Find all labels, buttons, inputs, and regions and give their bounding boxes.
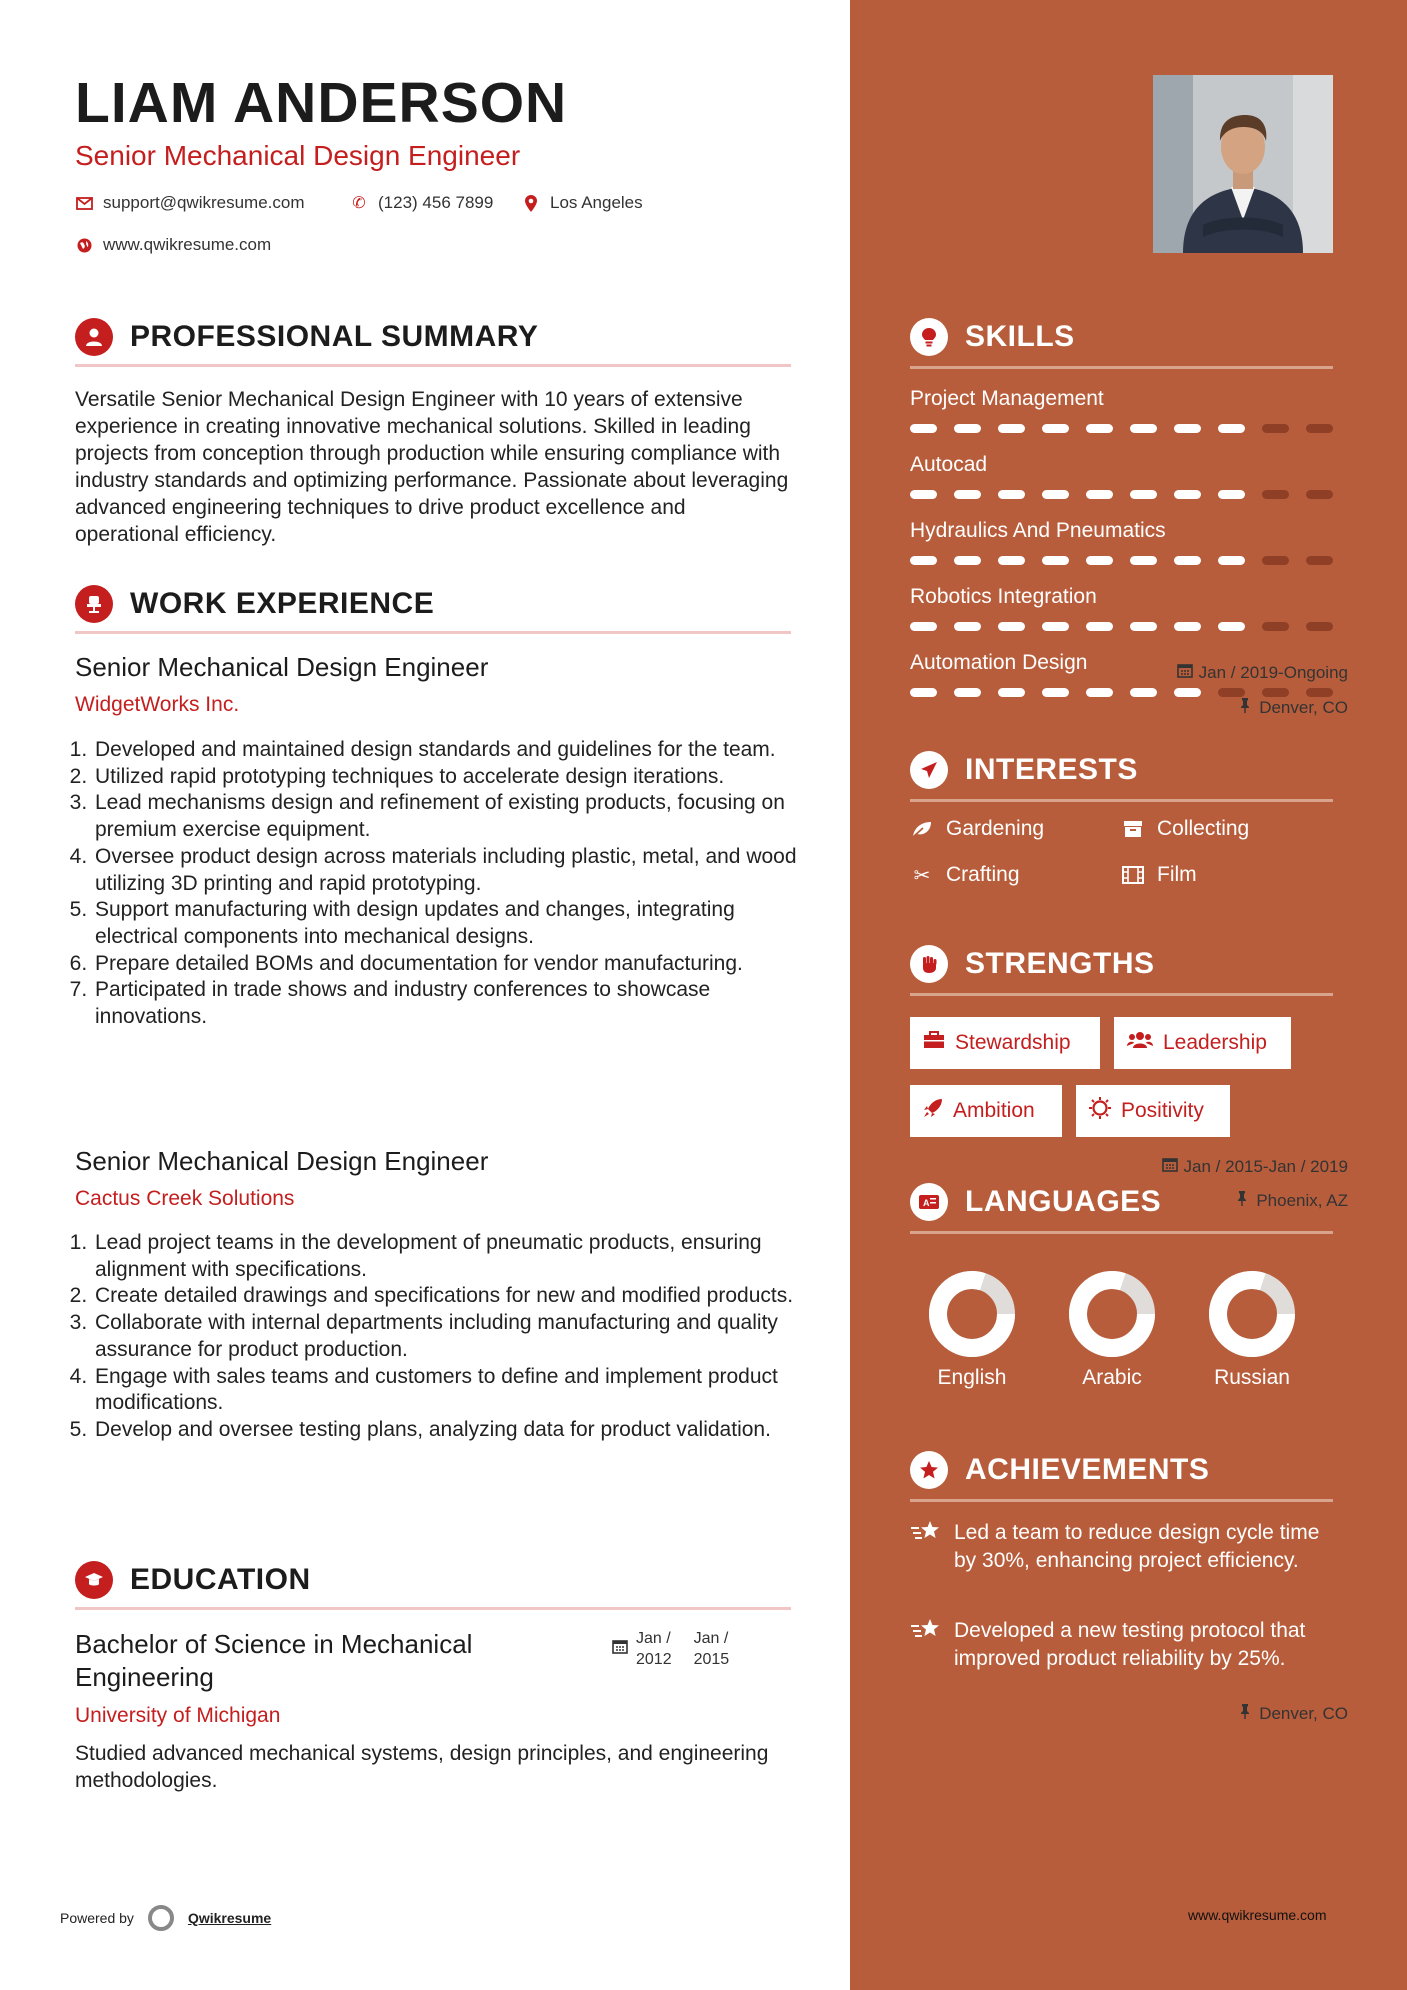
experience-heading-text: WORK EXPERIENCE	[130, 587, 435, 620]
achievements-heading	[910, 1451, 1333, 1502]
star-badge-icon	[910, 1451, 948, 1489]
list-item: 3. Collaborate with internal departments including manufacturing and quality assurance for product production.	[93, 1310, 818, 1363]
language-name: Russian	[1214, 1366, 1290, 1389]
education-start: Jan / 2012	[636, 1630, 672, 1668]
skill-dot	[910, 424, 937, 433]
skill-dot	[1262, 490, 1289, 499]
skill-dot	[1130, 556, 1157, 565]
interest-item: ✂ Crafting	[910, 863, 1020, 887]
skill-dot	[1306, 622, 1333, 631]
company-name: Cactus Creek Solutions	[75, 1187, 295, 1210]
skill-dot	[954, 622, 981, 631]
contact-location	[522, 193, 643, 213]
globe-icon	[75, 236, 93, 254]
skills-heading	[910, 318, 1333, 369]
skill-dot	[1042, 424, 1069, 433]
degree-title: Bachelor of Science in Mechanical Engineering	[75, 1629, 473, 1692]
skill-dot	[1086, 688, 1113, 697]
skill-dot	[1306, 556, 1333, 565]
svg-text:A: A	[923, 1198, 930, 1208]
map-marker-icon	[522, 194, 540, 212]
achievement-item: Led a team to reduce design cycle time by 30%, enhancing project efficiency.	[910, 1519, 1330, 1575]
job-dates: Jan / 2015-Jan / 2019	[1162, 1156, 1348, 1177]
candidate-name: LIAM ANDERSON	[75, 71, 568, 135]
education-heading-text: EDUCATION	[130, 1563, 311, 1596]
skill-dot	[910, 622, 937, 631]
graduation-icon	[75, 1561, 113, 1599]
phone-text: (123) 456 7899	[378, 193, 494, 212]
skill-dot	[998, 556, 1025, 565]
achievements-heading-text: ACHIEVEMENTS	[965, 1453, 1210, 1486]
paper-plane-icon	[910, 751, 948, 789]
interests-heading-text: INTERESTS	[965, 753, 1138, 786]
job-location: Denver, CO	[1237, 697, 1348, 718]
list-item: 4. Engage with sales teams and customers to define and implement product modifications.	[93, 1364, 818, 1417]
strengths-heading-text: STRENGTHS	[965, 947, 1155, 980]
skill-dot	[954, 490, 981, 499]
skill-dot	[954, 424, 981, 433]
skill-dot	[1262, 622, 1289, 631]
skill-level-bar	[910, 424, 1333, 433]
skill-dot	[1306, 490, 1333, 499]
strengths-heading	[910, 945, 1333, 996]
envelope-icon	[75, 194, 93, 212]
skill-dot	[954, 688, 981, 697]
summary-text: Versatile Senior Mechanical Design Engineer with 10 years of extensive experience in creating innovative mechanical solutions. Skilled in leading projects from conception through production while ensuring compliance with industry standards and optimizing performance. Passionate about leveraging advanced engineering techniques to drive product excellence and operational efficiency.	[75, 388, 789, 546]
location-text: Los Angeles	[550, 193, 643, 212]
skill-dot	[1042, 688, 1069, 697]
archive-icon	[1121, 818, 1145, 840]
education-end: Jan / 2015	[693, 1630, 730, 1668]
users-icon	[1127, 1031, 1153, 1055]
skill-dot	[954, 556, 981, 565]
skill-dot	[1086, 490, 1113, 499]
skill-dot	[1218, 556, 1245, 565]
translate-icon	[910, 1183, 948, 1221]
list-item: 4. Oversee product design across materials including plastic, metal, and wood utilizing 3D printing and rapid prototyping.	[93, 844, 818, 897]
skill-dot	[998, 490, 1025, 499]
language-ring	[1062, 1264, 1162, 1364]
skill-dot	[1130, 622, 1157, 631]
qwikresume-logo-icon	[148, 1905, 174, 1931]
lightbulb-icon	[910, 318, 948, 356]
skill-dot	[998, 424, 1025, 433]
fist-icon	[910, 945, 948, 983]
skill-dot	[1174, 622, 1201, 631]
scissors-icon: ✂	[913, 864, 931, 887]
interest-item: Gardening	[910, 817, 1044, 841]
user-icon	[75, 318, 113, 356]
list-item: 1. Developed and maintained design standards and guidelines for the team.	[93, 737, 818, 764]
contact-phone[interactable]	[350, 193, 493, 213]
language-name: English	[937, 1366, 1007, 1389]
languages-heading-text: LANGUAGES	[965, 1185, 1162, 1218]
brand-link[interactable]: Qwikresume	[187, 1910, 272, 1926]
languages-heading	[910, 1183, 1333, 1234]
list-item: 1. Lead project teams in the development of pneumatic products, ensuring alignment with specifications.	[93, 1230, 818, 1283]
skill-name: Autocad	[910, 453, 988, 476]
job-dates: Jan / 2019-Ongoing	[1177, 662, 1348, 683]
language-ring	[922, 1264, 1022, 1364]
education-location: Denver, CO	[1237, 1703, 1348, 1724]
skill-dot	[910, 490, 937, 499]
briefcase-icon	[923, 1031, 945, 1055]
calendar-icon	[1162, 1156, 1178, 1177]
contact-email[interactable]	[75, 193, 305, 213]
job-duties-list	[75, 1230, 818, 1444]
skill-dot	[1174, 490, 1201, 499]
skill-dot	[1218, 424, 1245, 433]
skill-dot	[910, 688, 937, 697]
strength-badge: Stewardship	[910, 1017, 1100, 1069]
skill-dot	[1086, 556, 1113, 565]
achievement-item: Developed a new testing protocol that improved product reliability by 25%.	[910, 1617, 1330, 1673]
list-item: 2. Utilized rapid prototyping techniques to accelerate design iterations.	[93, 764, 818, 791]
company-name: WidgetWorks Inc.	[75, 693, 240, 716]
contact-website[interactable]	[75, 235, 271, 255]
skill-dot	[1218, 490, 1245, 499]
language-ring	[1202, 1264, 1302, 1364]
skill-dot	[1306, 688, 1333, 697]
school-name: University of Michigan	[75, 1704, 281, 1727]
skill-name: Robotics Integration	[910, 585, 1097, 608]
education-description: Studied advanced mechanical systems, design principles, and engineering methodologies.	[75, 1742, 769, 1792]
skills-heading-text: SKILLS	[965, 320, 1075, 353]
language-item	[1202, 1264, 1302, 1389]
footer-powered-by: Powered by Qwikresume	[60, 1905, 271, 1931]
skill-level-bar	[910, 556, 1333, 565]
skill-dot	[1042, 622, 1069, 631]
skill-name: Hydraulics And Pneumatics	[910, 519, 1166, 542]
calendar-icon	[612, 1638, 628, 1670]
pin-icon	[1237, 697, 1253, 718]
shooting-star-icon	[910, 1617, 942, 1673]
phone-icon: ✆	[352, 195, 366, 212]
skill-level-bar	[910, 490, 1333, 499]
language-item	[1062, 1264, 1162, 1389]
skill-level-bar	[910, 622, 1333, 631]
skill-level-bar	[910, 688, 1333, 697]
skill-dot	[1174, 556, 1201, 565]
list-item: 5. Develop and oversee testing plans, analyzing data for product validation.	[93, 1417, 818, 1444]
strength-badge: Positivity	[1076, 1085, 1230, 1137]
skill-dot	[1262, 556, 1289, 565]
skill-dot	[1042, 556, 1069, 565]
candidate-title: Senior Mechanical Design Engineer	[75, 140, 521, 171]
film-icon	[1121, 864, 1145, 886]
interest-item: Film	[1121, 863, 1197, 887]
skill-name: Project Management	[910, 387, 1104, 410]
sun-icon	[1089, 1097, 1111, 1125]
skill-dot	[1174, 688, 1201, 697]
list-item: 6. Prepare detailed BOMs and documentation for vendor manufacturing.	[93, 951, 818, 978]
skill-dot	[1130, 424, 1157, 433]
skill-dot	[998, 622, 1025, 631]
job-title: Senior Mechanical Design Engineer	[75, 1146, 489, 1176]
summary-heading	[75, 318, 791, 367]
skill-dot	[1262, 688, 1289, 697]
list-item: 5. Support manufacturing with design updates and changes, integrating electrical components into mechanical designs.	[93, 897, 818, 950]
list-item: 3. Lead mechanisms design and refinement of existing products, focusing on premium exercise equipment.	[93, 790, 818, 843]
profile-photo	[1153, 75, 1333, 253]
skill-dot	[1218, 688, 1245, 697]
list-item: 2. Create detailed drawings and specifications for new and modified products.	[93, 1283, 818, 1310]
language-name: Arabic	[1082, 1366, 1142, 1389]
job-title: Senior Mechanical Design Engineer	[75, 652, 489, 682]
skill-dot	[1218, 622, 1245, 631]
skill-dot	[1042, 490, 1069, 499]
strength-badge: Ambition	[910, 1085, 1062, 1137]
skill-dot	[998, 688, 1025, 697]
list-item: 7. Participated in trade shows and industry conferences to showcase innovations.	[93, 977, 818, 1030]
education-heading	[75, 1561, 791, 1610]
website-text: www.qwikresume.com	[103, 235, 272, 254]
skill-dot	[1130, 688, 1157, 697]
skill-name: Automation Design	[910, 651, 1088, 674]
language-item	[922, 1264, 1022, 1389]
experience-heading	[75, 585, 791, 634]
office-chair-icon	[75, 585, 113, 623]
leaf-icon	[910, 818, 934, 840]
rocket-icon	[923, 1098, 943, 1124]
job-location: Phoenix, AZ	[1234, 1190, 1348, 1211]
footer-site[interactable]: www.qwikresume.com	[1188, 1907, 1327, 1923]
pin-icon	[1237, 1703, 1253, 1724]
skill-dot	[1130, 490, 1157, 499]
email-text: support@qwikresume.com	[103, 193, 305, 212]
calendar-icon	[1177, 662, 1193, 683]
education-dates	[612, 1628, 729, 1670]
skill-dot	[1306, 424, 1333, 433]
skill-dot	[910, 556, 937, 565]
skill-dot	[1262, 424, 1289, 433]
skill-dot	[1174, 424, 1201, 433]
interest-item: Collecting	[1121, 817, 1249, 841]
interests-heading	[910, 751, 1333, 802]
strength-badge: Leadership	[1114, 1017, 1291, 1069]
job-duties-list	[75, 737, 818, 1031]
skill-dot	[1086, 424, 1113, 433]
skill-dot	[1086, 622, 1113, 631]
summary-heading-text: PROFESSIONAL SUMMARY	[130, 320, 539, 353]
shooting-star-icon	[910, 1519, 942, 1575]
